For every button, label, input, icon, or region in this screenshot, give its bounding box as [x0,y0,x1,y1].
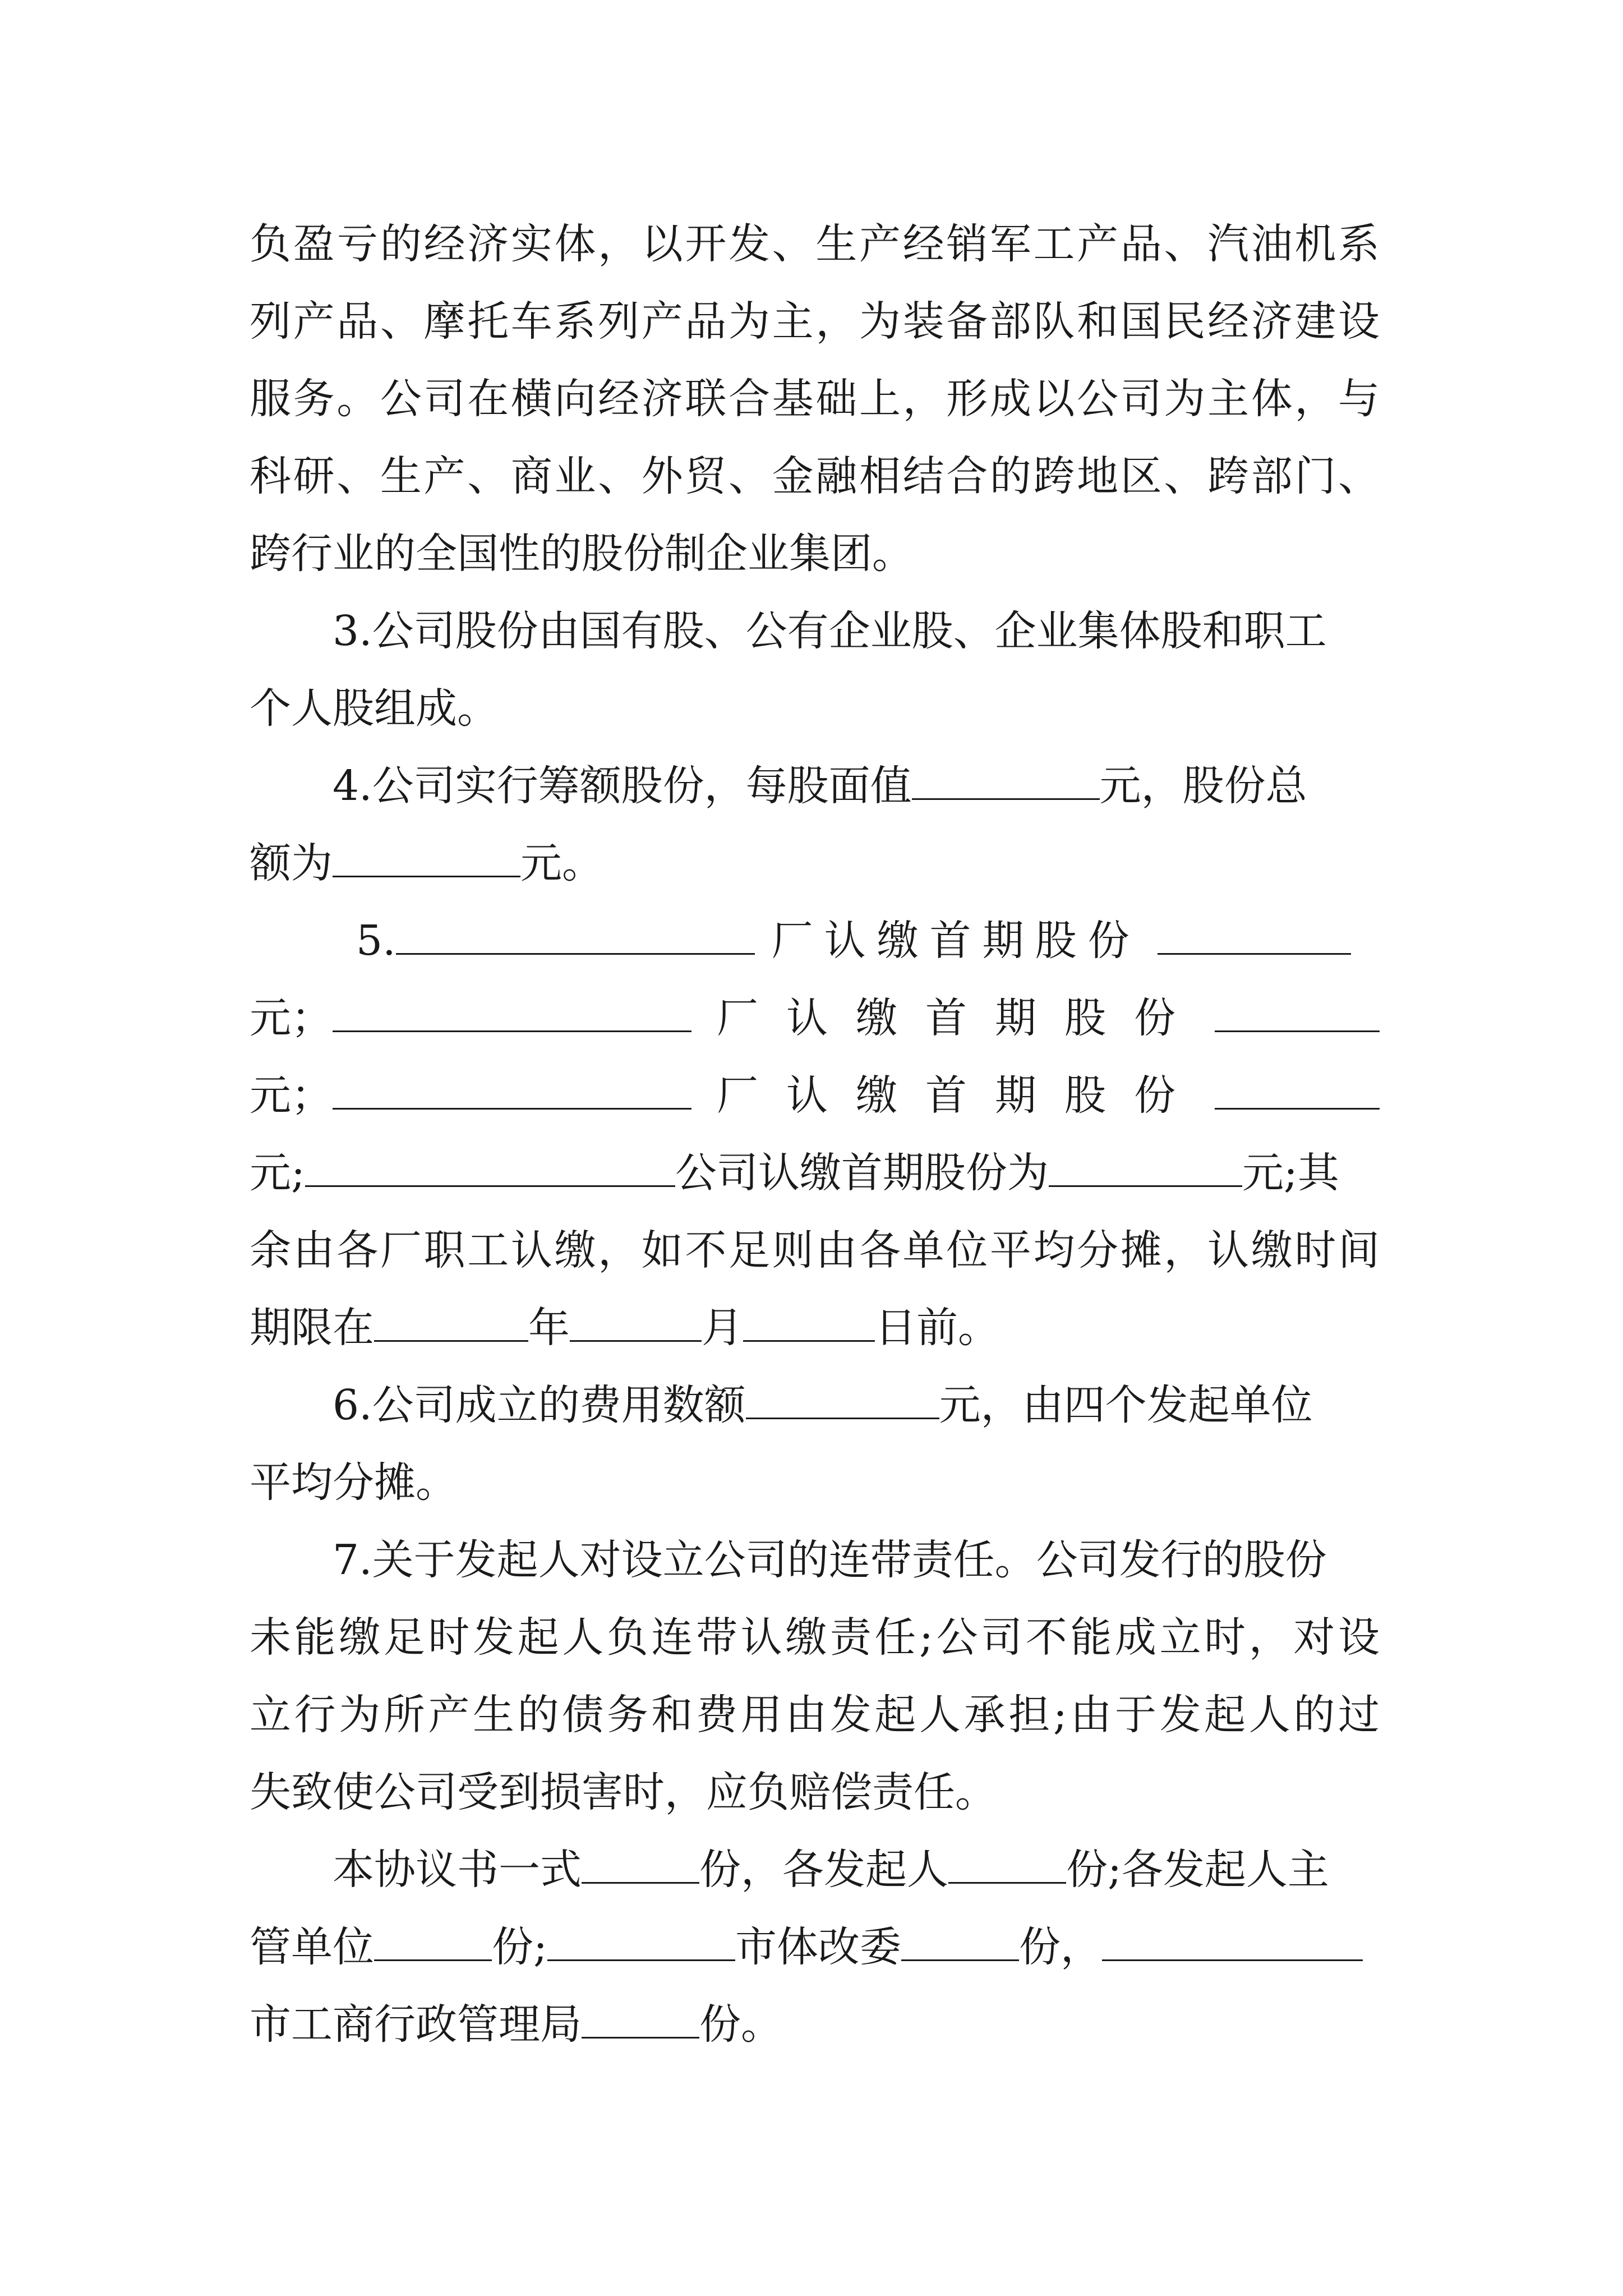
fill-blank[interactable] [1215,1073,1380,1110]
fill-blank[interactable] [1215,996,1380,1032]
clause-text: 市体改委 [735,1923,901,1971]
clause-text: 月 [702,1304,743,1352]
fill-blank[interactable] [374,1925,492,1961]
fill-blank[interactable] [746,1383,939,1419]
fill-blank[interactable] [547,1925,735,1961]
paragraph-line: 个人股组成。 [250,684,499,733]
clause-text: 公司认缴首期股份为 [675,1149,1049,1197]
clause-text: 元，由四个发起单位 [939,1381,1313,1429]
clause-text: 年 [528,1304,570,1352]
fill-blank[interactable] [396,918,755,955]
clause-text: 份， [1018,1923,1102,1971]
clause-text: 元; [250,1149,305,1197]
clause-text: 日前。 [875,1304,999,1352]
clause-text: 市工商行政管理局 [250,2000,582,2049]
clause-text: 份，各发起人 [699,1846,948,1894]
paragraph-line: 余由各厂职工认缴，如不足则由各单位平均分摊，认缴时间 [250,1226,1380,1274]
paragraph-line: 服务。公司在横向经济联合基础上，形成以公司为主体，与 [250,375,1380,423]
fill-blank[interactable] [1049,1151,1242,1187]
fill-blank[interactable] [333,996,691,1032]
paragraph-line: 科研、生产、商业、外贸、金融相结合的跨地区、跨部门、 [250,452,1380,500]
paragraph-line: 跨行业的全国性的股份制企业集团。 [250,530,914,578]
clause-text: 份;各发起人主 [1066,1846,1329,1894]
paragraph-line: 失致使公司受到损害时，应负赔偿责任。 [250,1768,997,1816]
clause-text: 元，股份总 [1099,762,1307,810]
clause-text: 元； [250,1071,333,1120]
fill-blank[interactable] [333,1073,691,1110]
paragraph-line [250,1374,1463,1436]
paragraph-line: 7.关于发起人对设立公司的连带责任。公司发行的股份 [333,1536,1327,1584]
paragraph-line: 未能缴足时发起人负连带认缴责任;公司不能成立时，对设 [250,1613,1380,1662]
paragraph-line [250,1065,1380,1126]
paragraph-line: 平均分摊。 [250,1458,457,1507]
fill-blank[interactable] [1102,1925,1363,1961]
clause-text: 元;其 [1242,1149,1339,1197]
fill-blank[interactable] [743,1305,875,1342]
paragraph-line: 立行为所产生的债务和费用由发起人承担;由于发起人的过 [250,1691,1380,1739]
clause-text: 管单位 [250,1923,374,1971]
clause-text: 元。 [520,839,603,887]
paragraph-line [250,987,1380,1049]
paragraph-line [250,1916,1380,1978]
paragraph-line [250,1297,1380,1359]
clause-text: 本协议书一式 [333,1846,582,1894]
fill-blank[interactable] [333,841,520,877]
clause-text: 元； [250,994,333,1042]
clause-text: 额为 [250,839,333,887]
paragraph-line: 负盈亏的经济实体，以开发、生产经销军工产品、汽油机系 [250,220,1380,268]
fill-blank[interactable] [570,1305,702,1342]
clause-text: 份。 [699,2000,782,2049]
paragraph-line: 列产品、摩托车系列产品为主，为装备部队和国民经济建设 [250,297,1380,346]
fill-blank[interactable] [582,1847,699,1884]
fill-blank[interactable] [1158,918,1351,955]
fill-blank[interactable] [374,1305,528,1342]
clause-text: 份; [492,1923,547,1971]
fill-blank[interactable] [305,1151,675,1187]
paragraph-line: 3.公司股份由国有股、公有企业股、企业集体股和职工 [333,607,1327,655]
paragraph-line [250,1839,1463,1901]
clause-text: 期限在 [250,1304,374,1352]
paragraph-line [250,755,1463,817]
fill-blank[interactable] [582,2002,699,2039]
clause-text: 厂认缴首期股份 [717,994,1204,1042]
paragraph-line [250,910,1486,972]
fill-blank[interactable] [948,1847,1066,1884]
clause-text: 6.公司成立的费用数额 [333,1381,746,1429]
paragraph-line [250,1142,1380,1204]
paragraph-line [250,1994,1380,2055]
fill-blank[interactable] [901,1925,1019,1961]
clause-text: 厂认缴首期股份 [771,917,1141,965]
clause-text: 4.公司实行筹额股份，每股面值 [333,762,912,810]
fill-blank[interactable] [912,763,1100,800]
clause-text: 厂认缴首期股份 [717,1071,1204,1120]
paragraph-line [250,832,1380,894]
item-number: 5. [356,917,396,965]
